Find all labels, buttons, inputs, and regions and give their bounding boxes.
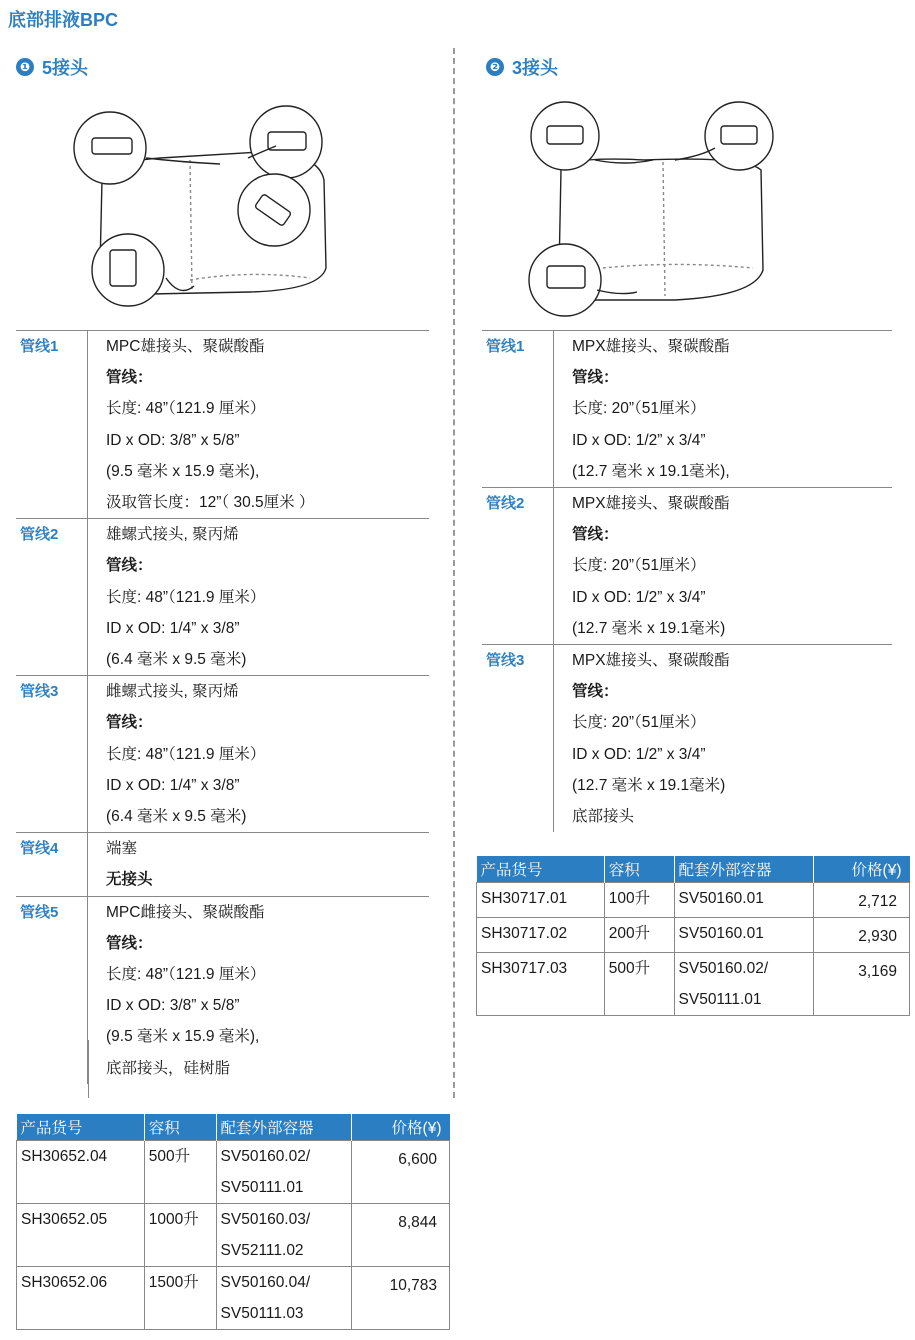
volume-cell: 1500升 <box>144 1267 216 1330</box>
spec-detail-line: MPX雄接头、聚碳酸酯 <box>572 338 730 355</box>
spec-detail-line: 底部接头 <box>572 808 635 826</box>
spec-detail-line: (12.7 毫米 x 19.1毫米) <box>572 619 726 637</box>
spec-row <box>16 676 429 833</box>
spec-row <box>482 488 892 645</box>
table-header-cell: 价格(¥) <box>814 856 910 883</box>
container-line: SV50160.02/ <box>220 1148 311 1165</box>
right-spec-list <box>482 330 892 832</box>
container-cell <box>674 953 814 1016</box>
spec-detail-line: MPX雄接头、聚碳酸酯 <box>572 652 730 670</box>
price-cell: 3,169 <box>814 953 910 1016</box>
bpc-5-connector-illustration <box>70 100 340 320</box>
sku-cell: SH30717.01 <box>477 883 605 918</box>
page-title: 底部排液BPC <box>8 10 119 30</box>
spec-detail-line: 长度: 20”（51厘米） <box>572 714 706 732</box>
container-cell <box>674 883 814 918</box>
table-row <box>17 1204 450 1267</box>
container-line: SV50111.03 <box>220 1305 304 1322</box>
spec-line-label: 管线1 <box>16 331 88 518</box>
container-line: SV50160.03/ <box>220 1211 311 1228</box>
price-cell: 2,930 <box>814 918 910 953</box>
number-one-badge: ❶ <box>16 58 34 76</box>
table-header-cell: 产品货号 <box>477 856 605 883</box>
container-cell <box>216 1141 352 1204</box>
table-header-cell: 配套外部容器 <box>674 856 814 883</box>
spec-detail-line: MPC雄接头、聚碳酸酯 <box>106 338 265 355</box>
table-row <box>477 918 910 953</box>
spec-detail-line: 管线： <box>106 369 153 387</box>
container-line: SV50160.01 <box>678 890 764 907</box>
spec-detail-line: 长度: 48”（121.9 厘米） <box>106 966 266 984</box>
spec-line-label: 管线1 <box>482 331 554 487</box>
spec-detail-line: 长度: 48”（121.9 厘米） <box>106 745 266 763</box>
spec-detail-line: 汲取管长度：12”（ 30.5厘米 ） <box>106 494 315 512</box>
container-line: SV50160.01 <box>678 925 764 942</box>
spec-detail-line: ID x OD: 1/2” x 3/4” <box>572 745 706 763</box>
table-header-cell: 价格(¥) <box>352 1114 450 1141</box>
spec-details <box>554 331 730 487</box>
section-heading-label: 3接头 <box>512 58 559 78</box>
spec-row <box>16 833 429 896</box>
section-heading-3-connectors <box>486 54 558 80</box>
table-row <box>17 1267 450 1330</box>
spec-detail-line: 管线： <box>106 557 153 575</box>
spec-detail-line: ID x OD: 1/2” x 3/4” <box>572 588 706 606</box>
spec-detail-line: MPC雌接头、聚碳酸酯 <box>106 903 265 921</box>
spec-detail-line: 长度: 20”（51厘米） <box>572 557 706 575</box>
container-line: SV52111.02 <box>220 1242 304 1259</box>
spec-detail-line: (6.4 毫米 x 9.5 毫米) <box>106 808 247 826</box>
price-cell: 2,712 <box>814 883 910 918</box>
sku-cell: SH30717.02 <box>477 918 605 953</box>
sku-cell: SH30717.03 <box>477 953 605 1016</box>
spec-details <box>88 897 265 1084</box>
spec-line-label: 管线4 <box>16 833 88 895</box>
right-product-table <box>476 856 910 1016</box>
spec-detail-line: ID x OD: 1/4” x 3/8” <box>106 619 240 637</box>
left-product-table <box>16 1114 450 1330</box>
spec-detail-line: (12.7 毫米 x 19.1毫米) <box>572 776 726 794</box>
table-row <box>477 883 910 918</box>
volume-cell: 500升 <box>604 953 674 1016</box>
spec-detail-line: (12.7 毫米 x 19.1毫米), <box>572 462 730 480</box>
spec-details <box>88 676 265 832</box>
spec-row <box>16 331 429 519</box>
table-header-cell: 容积 <box>144 1114 216 1141</box>
volume-cell: 1000升 <box>144 1204 216 1267</box>
section-heading-label: 5接头 <box>42 58 89 78</box>
spec-detail-line: ID x OD: 1/4” x 3/8” <box>106 776 240 794</box>
spec-detail-line: (9.5 毫米 x 15.9 毫米), <box>106 1028 260 1046</box>
volume-cell: 200升 <box>604 918 674 953</box>
volume-cell: 500升 <box>144 1141 216 1204</box>
container-cell <box>216 1204 352 1267</box>
left-label-column-rule <box>88 1040 89 1098</box>
volume-cell: 100升 <box>604 883 674 918</box>
column-divider <box>453 48 455 1098</box>
spec-detail-line: 管线： <box>572 683 619 701</box>
spec-row <box>16 519 429 676</box>
container-line: SV50111.01 <box>220 1179 304 1196</box>
price-cell: 8,844 <box>352 1204 450 1267</box>
spec-details <box>88 519 265 675</box>
table-header-cell: 产品货号 <box>17 1114 145 1141</box>
spec-detail-line: ID x OD: 3/8” x 5/8” <box>106 997 240 1015</box>
spec-detail-line: 管线： <box>572 369 619 387</box>
spec-line-label: 管线3 <box>16 676 88 832</box>
spec-detail-line: 长度: 48”（121.9 厘米） <box>106 400 266 418</box>
number-two-badge: ❷ <box>486 58 504 76</box>
bpc-3-connector-illustration <box>525 100 785 320</box>
spec-line-label: 管线2 <box>482 488 554 644</box>
container-cell <box>674 918 814 953</box>
section-heading-5-connectors <box>16 54 88 80</box>
left-spec-list <box>16 330 429 1099</box>
spec-detail-line: 雄螺式接头, 聚丙烯 <box>106 526 239 544</box>
spec-details <box>88 833 153 895</box>
table-row <box>17 1141 450 1204</box>
spec-row <box>16 897 429 1084</box>
spec-row <box>482 645 892 832</box>
spec-details <box>554 645 730 832</box>
spec-detail-line: 长度: 20”（51厘米） <box>572 400 706 418</box>
container-cell <box>216 1267 352 1330</box>
spec-details <box>554 488 730 644</box>
container-line: SV50160.04/ <box>220 1274 311 1291</box>
spec-detail-line: 无接头 <box>106 871 153 889</box>
spec-detail-line: ID x OD: 3/8” x 5/8” <box>106 431 240 449</box>
spec-detail-line: MPX雄接头、聚碳酸酯 <box>572 495 730 513</box>
table-header-cell: 配套外部容器 <box>216 1114 352 1141</box>
spec-detail-line: 管线： <box>572 526 619 544</box>
price-cell: 10,783 <box>352 1267 450 1330</box>
spec-line-label: 管线3 <box>482 645 554 832</box>
spec-line-label: 管线5 <box>16 897 88 1084</box>
sku-cell: SH30652.05 <box>17 1204 145 1267</box>
table-header-cell: 容积 <box>604 856 674 883</box>
table-row <box>477 953 910 1016</box>
spec-detail-line: 底部接头，硅树脂 <box>106 1059 231 1077</box>
spec-detail-line: ID x OD: 1/2” x 3/4” <box>572 431 706 449</box>
spec-details <box>88 331 314 518</box>
sku-cell: SH30652.06 <box>17 1267 145 1330</box>
spec-detail-line: 管线： <box>106 714 153 732</box>
spec-detail-line: 雌螺式接头, 聚丙烯 <box>106 683 239 701</box>
spec-detail-line: 长度: 48”（121.9 厘米） <box>106 588 266 606</box>
spec-detail-line: (6.4 毫米 x 9.5 毫米) <box>106 651 247 669</box>
sku-cell: SH30652.04 <box>17 1141 145 1204</box>
spec-detail-line: 端塞 <box>106 840 138 858</box>
spec-line-label: 管线2 <box>16 519 88 675</box>
container-line: SV50160.02/ <box>678 960 769 977</box>
price-cell: 6,600 <box>352 1141 450 1204</box>
container-line: SV50111.01 <box>678 991 762 1008</box>
spec-detail-line: (9.5 毫米 x 15.9 毫米), <box>106 462 260 480</box>
spec-row <box>482 331 892 488</box>
spec-detail-line: 管线： <box>106 934 153 952</box>
